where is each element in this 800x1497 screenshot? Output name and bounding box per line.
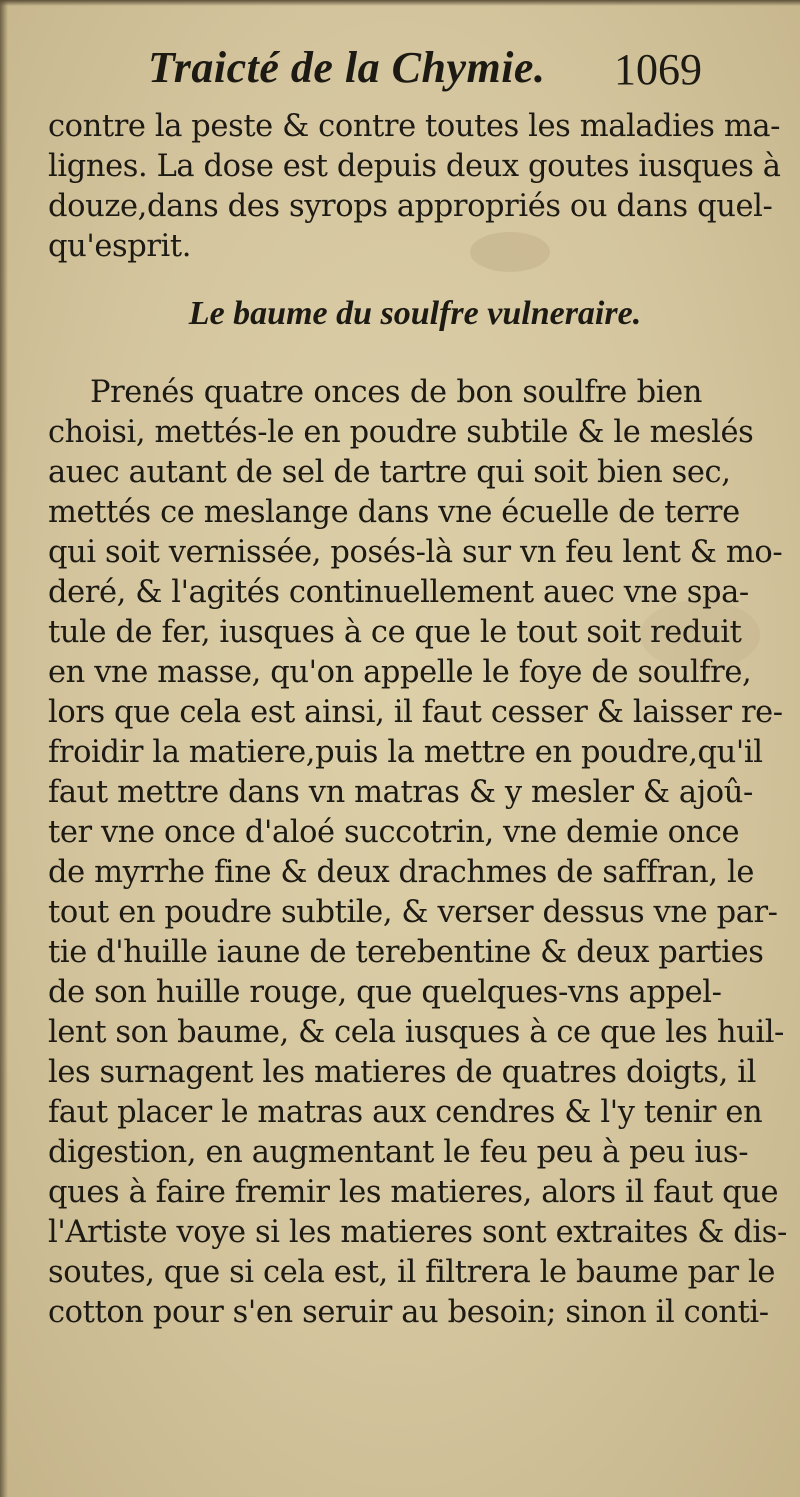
text-line: de son huille rouge, que quelques-vns appel- [48, 975, 722, 1010]
text-line: l'Artiste voye si les matieres sont extraites & dis- [48, 1215, 787, 1250]
text-line: les surnagent les matieres de quatres doigts, il [48, 1055, 756, 1090]
text-line: lent son baume, & cela iusques à ce que les huil- [48, 1015, 784, 1050]
text-line: de myrrhe fine & deux drachmes de saffran, le [48, 855, 754, 890]
text-line: lors que cela est ainsi, il faut cesser & laisser re- [48, 695, 783, 730]
text-line: ter vne once d'aloé succotrin, vne demie once [48, 815, 740, 850]
paragraph-continued [48, 107, 781, 267]
text-line: lignes. La dose est depuis deux goutes iusques à [48, 149, 781, 184]
text-line: douze,dans des syrops appropriés ou dans quel- [48, 189, 773, 224]
text-line: soutes, que si cela est, il filtrera le baume par le [48, 1255, 775, 1290]
running-title: Traicté de la Chymie. [148, 43, 546, 92]
text-line: contre la peste & contre toutes les maladies ma- [48, 109, 781, 144]
text-line: qui soit vernissée, posés-là sur vn feu lent & mo- [48, 535, 783, 570]
text-line: Prenés quatre onces de bon soulfre bien [90, 375, 702, 410]
text-line: froidir la matiere,puis la mettre en poudre,qu'il [48, 735, 763, 770]
text-line: tie d'huille iaune de terebentine & deux parties [48, 935, 764, 970]
text-line: deré, & l'agités continuellement auec vne spa- [48, 575, 749, 610]
page-binding-edge [0, 0, 8, 1497]
text-line: en vne masse, qu'on appelle le foye de soulfre, [48, 655, 752, 690]
text-line: faut placer le matras aux cendres & l'y tenir en [48, 1095, 763, 1130]
page-header [0, 42, 800, 102]
text-line: tout en poudre subtile, & verser dessus vne par- [48, 895, 778, 930]
text-line: tule de fer, iusques à ce que le tout soit reduit [48, 615, 742, 650]
text-line: qu'esprit. [48, 229, 192, 264]
page-number: 1069 [614, 45, 702, 94]
page-top-edge [0, 0, 800, 6]
text-line: digestion, en augmentant le feu peu à peu ius- [48, 1135, 749, 1170]
paragraph-recipe [48, 373, 787, 1333]
text-line: cotton pour s'en seruir au besoin; sinon il conti- [48, 1295, 769, 1330]
text-line: auec autant de sel de tartre qui soit bien sec, [48, 455, 731, 490]
text-line: faut mettre dans vn matras & y mesler & ajoû- [48, 775, 753, 810]
text-line: ques à faire fremir les matieres, alors il faut que [48, 1175, 779, 1210]
text-line: choisi, mettés-le en poudre subtile & le meslés [48, 415, 754, 450]
section-heading: Le baume du soulfre vulneraire. [188, 295, 642, 332]
text-line: mettés ce meslange dans vne écuelle de terre [48, 495, 740, 530]
